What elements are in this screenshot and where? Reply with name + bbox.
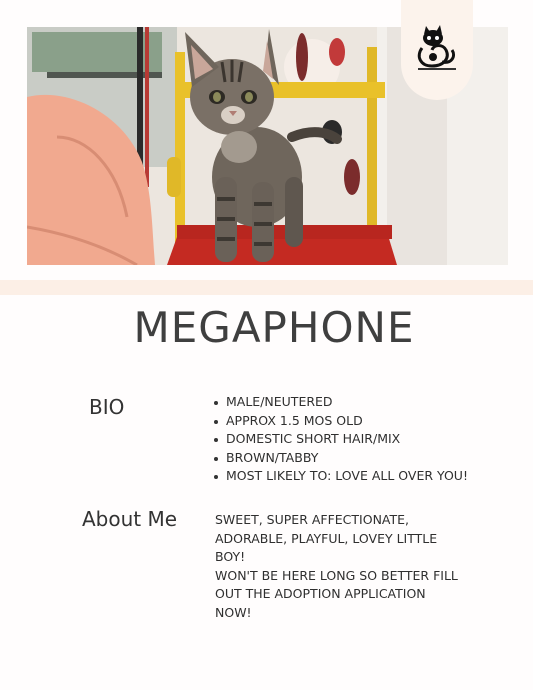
cat-logo-icon: [412, 22, 462, 74]
bio-item: BROWN/TABBY: [212, 449, 468, 468]
about-me-paragraph-1: SWEET, SUPER AFFECTIONATE, ADORABLE, PLAYFUL, LOVEY LITTLE BOY!: [215, 512, 438, 564]
about-me-text: [215, 511, 465, 622]
bio-item: APPROX 1.5 MOS OLD: [212, 412, 468, 431]
bio-item: DOMESTIC SHORT HAIR/MIX: [212, 430, 468, 449]
about-me-label: About Me: [82, 507, 178, 531]
about-me-paragraph-2: WON'T BE HERE LONG SO BETTER FILL OUT THE ADOPTION APPLICATION NOW!: [215, 567, 458, 620]
bio-list: [212, 393, 468, 486]
accent-band: [0, 280, 533, 295]
pet-name-heading: MEGAPHONE: [133, 303, 415, 352]
bio-item: MALE/NEUTERED: [212, 393, 468, 412]
bio-label: BIO: [89, 395, 125, 419]
bio-item: MOST LIKELY TO: LOVE ALL OVER YOU!: [212, 467, 468, 486]
